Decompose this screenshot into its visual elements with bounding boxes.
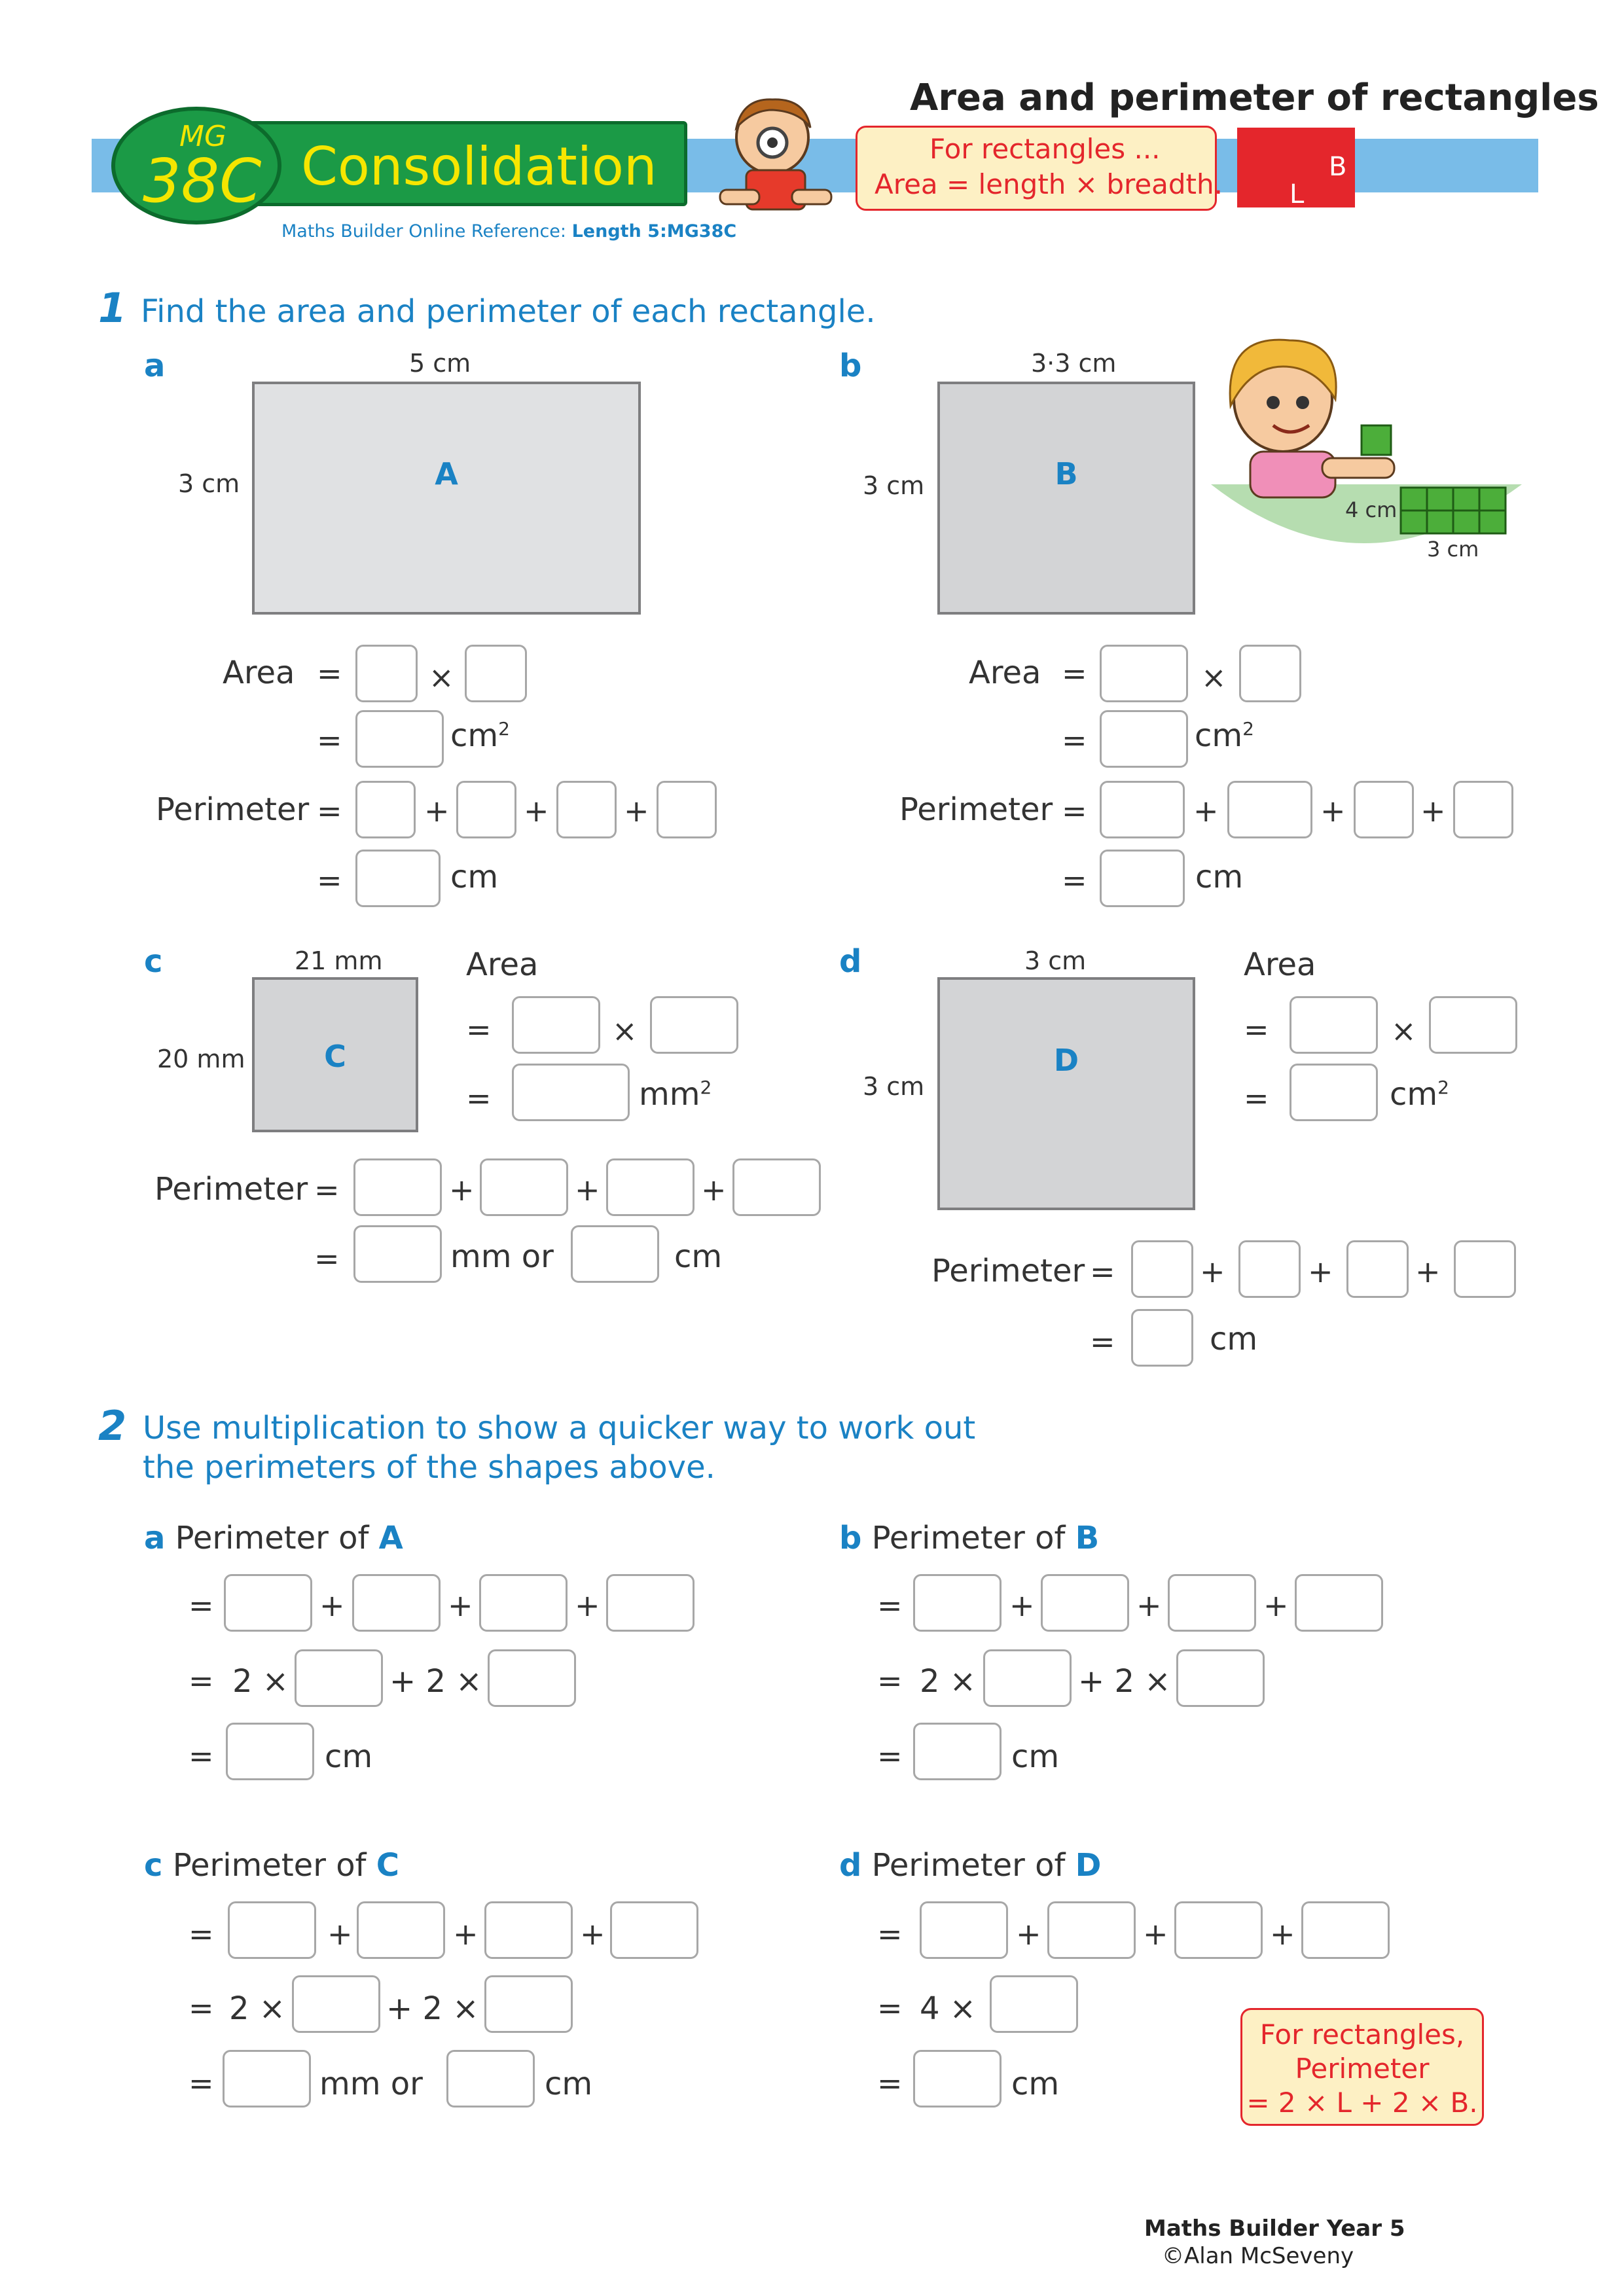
q2a-length-box[interactable] xyxy=(295,1649,383,1707)
rectangle-c-label: C xyxy=(324,1039,346,1074)
equals: = xyxy=(189,1990,214,2026)
equals: = xyxy=(189,1916,214,1952)
q1b-area-breadth-box[interactable] xyxy=(1239,645,1301,702)
q1-instruction: Find the area and perimeter of each rectangle. xyxy=(141,293,876,330)
q1c-perimeter-label: Perimeter xyxy=(154,1171,308,1208)
equals: = xyxy=(877,1738,903,1774)
equals: = xyxy=(317,656,342,691)
q2d-four-times: 4 × xyxy=(920,1990,977,2027)
code-main: 38C xyxy=(143,146,262,216)
perimeter-tip-box xyxy=(1240,2008,1484,2126)
rectangle-d xyxy=(937,977,1195,1210)
q1c-perim-mm-box[interactable] xyxy=(353,1225,442,1283)
q1c-mm-or: mm or xyxy=(450,1238,554,1275)
times-sign: × xyxy=(612,1013,638,1049)
q1d-area-unit: $cm^2$ xyxy=(1390,1076,1449,1113)
equals: = xyxy=(466,1012,492,1047)
plus-sign: + xyxy=(1016,1916,1041,1952)
q2c-mm-or: mm or xyxy=(319,2066,423,2102)
equals: = xyxy=(877,1990,903,2026)
q1a-perim-unit: cm xyxy=(450,859,499,895)
equals: = xyxy=(877,1663,903,1698)
plus-sign: + xyxy=(1270,1916,1295,1952)
q1b-perim-box-2[interactable] xyxy=(1227,781,1312,838)
q2c-unit: cm xyxy=(545,2066,593,2102)
q1b-perim-box-1[interactable] xyxy=(1100,781,1185,838)
q2a-side-box-4[interactable] xyxy=(606,1574,695,1632)
q2b-heading: b Perimeter of B xyxy=(839,1520,1100,1556)
rectangle-a xyxy=(252,382,641,615)
plus-sign: + xyxy=(1136,1588,1162,1623)
plus-sign: + xyxy=(449,1172,475,1208)
plus-sign: + xyxy=(1308,1254,1333,1289)
topic-title: Area and perimeter of rectangles xyxy=(910,77,1599,119)
equals: = xyxy=(1090,1254,1115,1289)
q2a-unit: cm xyxy=(325,1738,373,1775)
q2c-side-box-2[interactable] xyxy=(357,1901,445,1959)
q2b-length-box[interactable] xyxy=(983,1649,1072,1707)
plus-sign: + xyxy=(575,1172,600,1208)
q2c-cm-box[interactable] xyxy=(446,2050,535,2108)
q1c-height: 20 mm xyxy=(157,1045,245,1073)
q1a-perim-box-4[interactable] xyxy=(657,781,717,838)
plus-sign: + xyxy=(1143,1916,1168,1952)
cube-length-label: 4 cm xyxy=(1345,497,1398,522)
plus-sign: + xyxy=(448,1588,473,1623)
q2d-answer-box[interactable] xyxy=(913,2050,1001,2108)
equals: = xyxy=(1062,656,1087,691)
q1b-area-unit: $cm^2$ xyxy=(1195,717,1254,754)
q1c-width: 21 mm xyxy=(295,946,383,975)
plus-sign: + xyxy=(1415,1254,1441,1289)
q1d-perim-box-3[interactable] xyxy=(1346,1240,1409,1298)
q2c-length-box[interactable] xyxy=(292,1975,380,2033)
plus-sign: + xyxy=(701,1172,727,1208)
footer-author: ©Alan McSeveny xyxy=(1162,2243,1354,2269)
q2-number: 2 xyxy=(98,1402,127,1450)
q2a-heading: a Perimeter of A xyxy=(144,1520,403,1556)
q1d-area-length-box[interactable] xyxy=(1290,996,1378,1054)
equals: = xyxy=(189,2066,214,2101)
plus-sign: + xyxy=(1420,793,1446,829)
equals: = xyxy=(189,1738,214,1774)
reference-label: Maths Builder Online Reference: xyxy=(281,221,572,242)
q1c-perim-box-1[interactable] xyxy=(353,1158,442,1216)
q2a-two-times: 2 × xyxy=(232,1663,289,1700)
q1d-area-label: Area xyxy=(1244,946,1316,983)
equals: = xyxy=(189,1663,214,1698)
equals: = xyxy=(317,723,342,758)
plus-sign: + xyxy=(1263,1588,1289,1623)
q1d-area-breadth-box[interactable] xyxy=(1429,996,1517,1054)
q2b-side-box-4[interactable] xyxy=(1295,1574,1383,1632)
perimeter-tip-line3: = 2 × L + 2 × B. xyxy=(1246,2087,1478,2119)
equals: = xyxy=(877,2066,903,2101)
q2b-side-box-2[interactable] xyxy=(1041,1574,1129,1632)
q2a-side-box-2[interactable] xyxy=(352,1574,441,1632)
plus-sign: + xyxy=(524,793,549,829)
title-banner xyxy=(219,121,687,206)
equals: = xyxy=(1244,1012,1269,1047)
equals: = xyxy=(1062,793,1087,829)
q1b-perim-box-3[interactable] xyxy=(1354,781,1414,838)
q1d-perim-box-4[interactable] xyxy=(1454,1240,1516,1298)
equals: = xyxy=(317,863,342,898)
q1b-area-answer-box[interactable] xyxy=(1100,710,1188,768)
equals: = xyxy=(314,1172,340,1208)
q1d-height: 3 cm xyxy=(863,1072,925,1101)
q1-number: 1 xyxy=(98,284,127,332)
q2b-unit: cm xyxy=(1011,1738,1060,1775)
equals: = xyxy=(1062,863,1087,898)
q1b-perim-unit: cm xyxy=(1195,859,1244,895)
q2b-breadth-box[interactable] xyxy=(1176,1649,1265,1707)
cube-width-label: 3 cm xyxy=(1427,537,1479,562)
rectangle-c xyxy=(252,977,418,1132)
q1a-letter: a xyxy=(144,348,166,384)
times-sign: × xyxy=(429,660,454,695)
q2b-plus-two-times: + 2 × xyxy=(1078,1663,1171,1700)
equals: = xyxy=(877,1916,903,1952)
times-sign: × xyxy=(1391,1013,1416,1049)
q1c-area-breadth-box[interactable] xyxy=(650,996,738,1054)
q2d-side-box-3[interactable] xyxy=(1174,1901,1263,1959)
q2a-answer-box[interactable] xyxy=(226,1723,314,1780)
code-badge xyxy=(111,107,281,224)
q2c-side-box-4[interactable] xyxy=(610,1901,698,1959)
q1d-perimeter-label: Perimeter xyxy=(931,1253,1085,1289)
perimeter-tip-line1: For rectangles, xyxy=(1259,2018,1465,2051)
q2b-two-times: 2 × xyxy=(920,1663,977,1700)
q2d-side-box[interactable] xyxy=(990,1975,1078,2033)
q2a-plus-two-times: + 2 × xyxy=(389,1663,482,1700)
q1b-width: 3·3 cm xyxy=(1031,349,1117,378)
q1d-perim-box-2[interactable] xyxy=(1238,1240,1301,1298)
q1b-perimeter-label: Perimeter xyxy=(899,791,1053,828)
q1a-perim-box-2[interactable] xyxy=(456,781,516,838)
q1c-perim-box-3[interactable] xyxy=(606,1158,695,1216)
plus-sign: + xyxy=(1200,1254,1225,1289)
q1d-perim-unit: cm xyxy=(1210,1321,1258,1357)
equals: = xyxy=(1244,1081,1269,1116)
rectangle-b xyxy=(937,382,1195,615)
rectangle-d-label: D xyxy=(1053,1043,1079,1078)
online-reference xyxy=(281,223,736,240)
q2b-side-box-1[interactable] xyxy=(913,1574,1001,1632)
rectangle-diagram-lb xyxy=(1237,128,1355,207)
title-text: Consolidation xyxy=(301,136,657,197)
code-top: MG xyxy=(179,120,227,153)
q2c-heading: c Perimeter of C xyxy=(144,1847,399,1884)
girl-with-cubes-illustration xyxy=(1211,327,1525,589)
q1c-letter: c xyxy=(144,943,163,980)
q1a-perim-box-3[interactable] xyxy=(556,781,617,838)
q1b-perim-answer-box[interactable] xyxy=(1100,850,1185,907)
boy-magnifier-illustration xyxy=(707,92,844,216)
q1a-area-label: Area xyxy=(223,655,295,691)
q1c-area-length-box[interactable] xyxy=(512,996,600,1054)
q1a-area-answer-box[interactable] xyxy=(355,710,444,768)
q1d-perim-box-1[interactable] xyxy=(1131,1240,1193,1298)
q2c-side-box-1[interactable] xyxy=(228,1901,316,1959)
q1a-height: 3 cm xyxy=(178,469,240,498)
diagram-l-label: L xyxy=(1290,179,1305,209)
q1d-width: 3 cm xyxy=(1024,946,1087,975)
equals: = xyxy=(317,793,342,829)
diagram-b-label: B xyxy=(1329,152,1347,182)
q2-instruction-line2: the perimeters of the shapes above. xyxy=(143,1449,715,1486)
q1b-area-label: Area xyxy=(969,655,1041,691)
q2d-side-box-4[interactable] xyxy=(1301,1901,1390,1959)
q1c-area-unit: $mm^2$ xyxy=(639,1076,712,1113)
reference-value: Length 5:MG38C xyxy=(571,221,737,242)
q1d-letter: d xyxy=(839,943,862,980)
q2d-unit: cm xyxy=(1011,2066,1060,2102)
q2c-breadth-box[interactable] xyxy=(484,1975,573,2033)
q1d-area-answer-box[interactable] xyxy=(1290,1064,1378,1121)
plus-sign: + xyxy=(1193,793,1219,829)
q1d-perim-answer-box[interactable] xyxy=(1131,1309,1193,1367)
q1c-perim-cm-box[interactable] xyxy=(571,1225,659,1283)
plus-sign: + xyxy=(424,793,450,829)
q1c-perim-unit: cm xyxy=(674,1238,723,1275)
q2b-answer-box[interactable] xyxy=(913,1723,1001,1780)
q1a-area-unit: $cm^2$ xyxy=(450,717,510,754)
plus-sign: + xyxy=(327,1916,353,1952)
equals: = xyxy=(1090,1324,1115,1359)
area-tip-box xyxy=(856,126,1223,211)
q2a-side-box-1[interactable] xyxy=(224,1574,312,1632)
rectangle-b-label: B xyxy=(1055,456,1078,492)
q1c-area-label: Area xyxy=(466,946,539,983)
equals: = xyxy=(466,1081,492,1116)
plus-sign: + xyxy=(1009,1588,1035,1623)
plus-sign: + xyxy=(624,793,649,829)
q2a-side-box-3[interactable] xyxy=(479,1574,568,1632)
q2c-two-times: 2 × xyxy=(229,1990,286,2027)
q1a-perimeter-label: Perimeter xyxy=(156,791,310,828)
q2c-mm-box[interactable] xyxy=(223,2050,311,2108)
q2d-heading: d Perimeter of D xyxy=(839,1847,1102,1884)
area-tip-line2: Area = length × breadth. xyxy=(875,168,1223,200)
q1a-area-breadth-box[interactable] xyxy=(465,645,527,702)
q1a-perim-box-1[interactable] xyxy=(355,781,416,838)
q1b-height: 3 cm xyxy=(863,471,925,500)
equals: = xyxy=(314,1241,340,1276)
plus-sign: + xyxy=(575,1588,600,1623)
q1b-area-length-box[interactable] xyxy=(1100,645,1188,702)
q1b-letter: b xyxy=(839,348,862,384)
plus-sign: + xyxy=(580,1916,605,1952)
equals: = xyxy=(189,1588,214,1623)
q1c-perim-box-2[interactable] xyxy=(480,1158,568,1216)
q2c-side-box-3[interactable] xyxy=(484,1901,573,1959)
q2-instruction-line1: Use multiplication to show a quicker way to work out xyxy=(143,1410,976,1446)
perimeter-tip-line2: Perimeter xyxy=(1295,2053,1430,2085)
q2d-side-box-1[interactable] xyxy=(920,1901,1008,1959)
equals: = xyxy=(1062,723,1087,758)
equals: = xyxy=(877,1588,903,1623)
q2b-side-box-3[interactable] xyxy=(1168,1574,1256,1632)
plus-sign: + xyxy=(453,1916,478,1952)
q1a-area-length-box[interactable] xyxy=(355,645,418,702)
q1a-width: 5 cm xyxy=(409,349,471,378)
q1b-perim-box-4[interactable] xyxy=(1453,781,1513,838)
rectangle-a-label: A xyxy=(435,456,458,492)
area-tip-line1: For rectangles ... xyxy=(929,133,1161,165)
q1c-area-answer-box[interactable] xyxy=(512,1064,630,1121)
plus-sign: + xyxy=(1320,793,1346,829)
q2a-breadth-box[interactable] xyxy=(488,1649,576,1707)
footer-book: Maths Builder Year 5 xyxy=(1144,2215,1405,2242)
q2d-side-box-2[interactable] xyxy=(1047,1901,1136,1959)
plus-sign: + xyxy=(319,1588,345,1623)
q1a-perim-answer-box[interactable] xyxy=(355,850,441,907)
times-sign: × xyxy=(1201,660,1227,695)
q2c-plus-two-times: + 2 × xyxy=(386,1990,479,2027)
q1c-perim-box-4[interactable] xyxy=(732,1158,821,1216)
